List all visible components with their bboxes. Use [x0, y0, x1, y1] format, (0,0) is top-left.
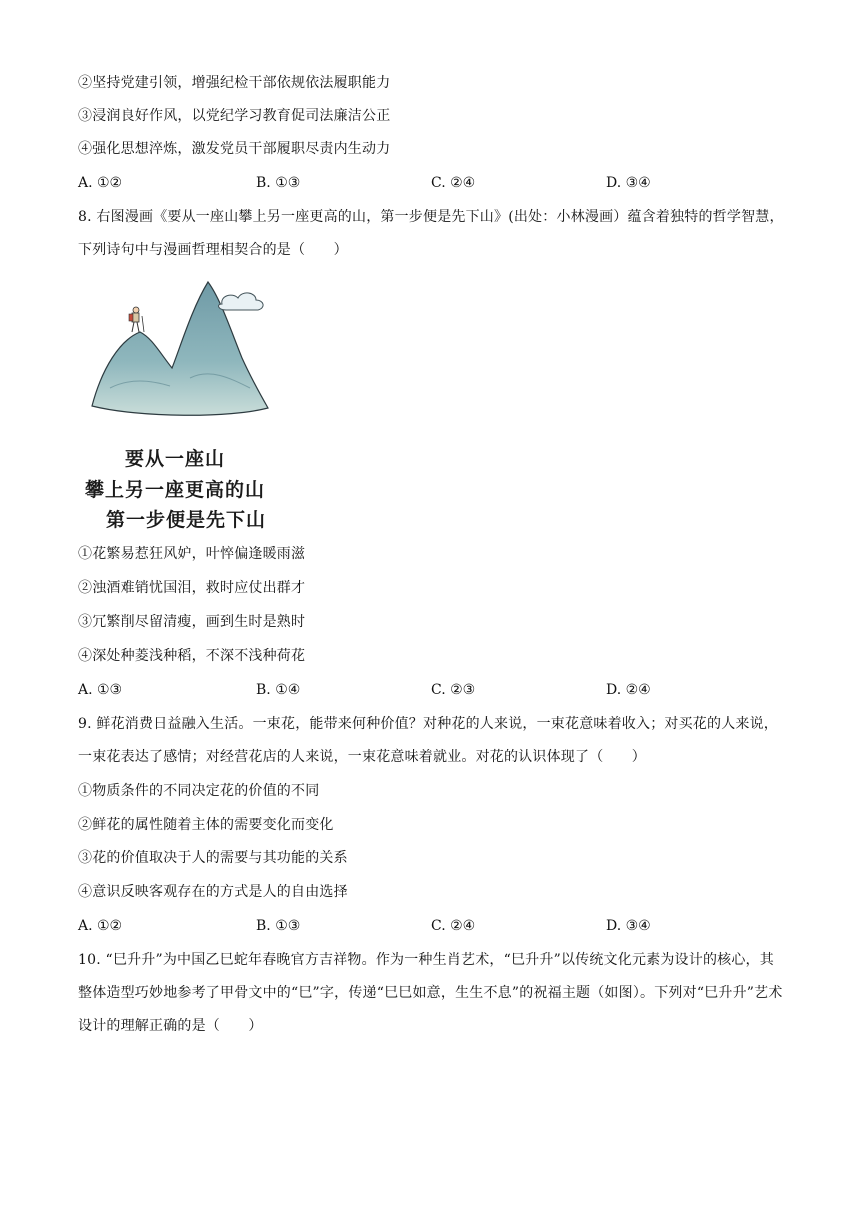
q7-option-d: D. ③④	[606, 175, 651, 191]
q8-option-a: A. ①③	[78, 682, 123, 698]
q7-statement-4: ④强化思想淬炼，激发党员干部履职尽责内生动力	[78, 141, 391, 157]
mountain-illustration	[80, 268, 280, 428]
cartoon-caption-3: 第一步便是先下山	[106, 509, 267, 531]
q8-options	[78, 680, 784, 700]
q9-statement-1: ①物质条件的不同决定花的价值的不同	[78, 783, 320, 799]
q8-statement-4: ④深处种菱浅种稻，不深不浅种荷花	[78, 648, 306, 664]
q7-statement-2: ②坚持党建引领，增强纪检干部依规依法履职能力	[78, 75, 391, 91]
q9-statement-3: ③花的价值取决于人的需要与其功能的关系	[78, 850, 348, 866]
q9-option-d: D. ③④	[606, 918, 651, 934]
q7-options	[78, 173, 784, 193]
q7-option-a: A. ①②	[78, 175, 123, 191]
q10-stem: 10. “巳升升”为中国乙巳蛇年春晚官方吉祥物。作为一种生肖艺术，“巳升升”以传统文化元素为设计的核心，其整体造型巧妙地参考了甲骨文中的“巳”字，传递“巳巳如意，生生不息”的祝福主题（如图）。下列对“巳升升”艺术设计的理解正确的是（ ）	[78, 952, 783, 1034]
q9-options	[78, 916, 784, 936]
mountain-cartoon	[80, 268, 280, 530]
q8-option-c: C. ②③	[431, 682, 476, 698]
q8-statement-1: ①花繁易惹狂风妒，叶悴偏逢暖雨滋	[78, 546, 306, 562]
q9-statement-2: ②鲜花的属性随着主体的需要变化而变化	[78, 817, 334, 833]
q9-option-a: A. ①②	[78, 918, 123, 934]
q7-option-c: C. ②④	[431, 175, 476, 191]
cartoon-caption-2: 攀上另一座更高的山	[85, 479, 266, 501]
cartoon-caption-1: 要从一座山	[125, 448, 226, 470]
q8-stem: 8. 右图漫画《要从一座山攀上另一座更高的山，第一步便是先下山》(出处：小林漫画）蕴含着独特的哲学智慧，下列诗句中与漫画哲理相契合的是（ ）	[78, 209, 784, 258]
q9-statement-4: ④意识反映客观存在的方式是人的自由选择	[78, 884, 348, 900]
q7-option-b: B. ①③	[256, 175, 301, 191]
q8-statement-2: ②浊酒难销忧国泪，救时应仗出群才	[78, 580, 306, 596]
q8-statement-3: ③冗繁削尽留清瘦，画到生时是熟时	[78, 614, 306, 630]
q9-stem: 9. 鲜花消费日益融入生活。一束花，能带来何种价值？对种花的人来说，一束花意味着收入；对买花的人来说，一束花表达了感情；对经营花店的人来说，一束花意味着就业。对花的认识体现了（ ）	[78, 716, 779, 765]
q8-option-b: B. ①④	[256, 682, 301, 698]
q7-statement-3: ③浸润良好作风，以党纪学习教育促司法廉洁公正	[78, 108, 391, 124]
q8-option-d: D. ②④	[606, 682, 651, 698]
q9-option-c: C. ②④	[431, 918, 476, 934]
q9-option-b: B. ①③	[256, 918, 301, 934]
